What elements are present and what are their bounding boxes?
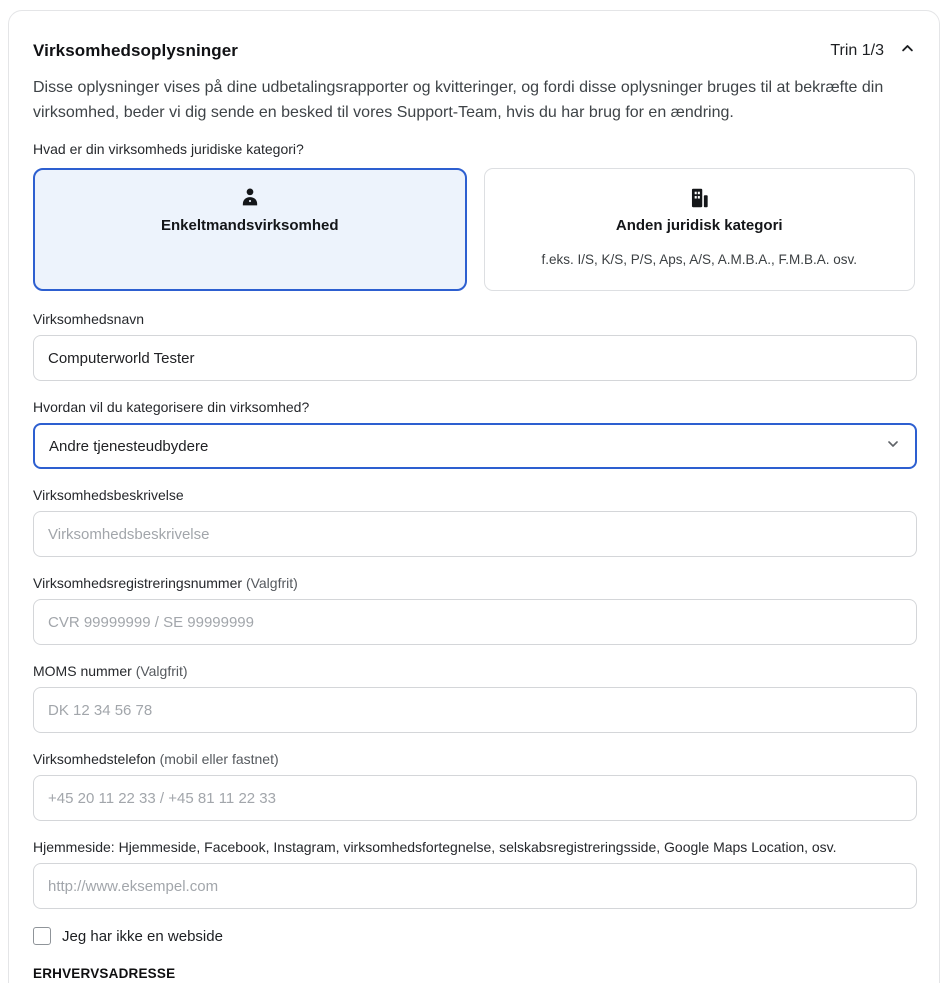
option-label: Anden juridisk kategori — [615, 217, 783, 234]
legal-category-options — [33, 168, 915, 291]
category-select[interactable] — [33, 423, 917, 469]
registration-number-label-text: Virksomhedsregistreringsnummer — [33, 575, 243, 591]
phone-input[interactable] — [33, 775, 917, 821]
step-area — [830, 41, 915, 61]
website-label: Hjemmeside: Hjemmeside, Facebook, Instagram, virksomhedsfortegnelse, selskabsregistreringsside, Google Maps Location, osv. — [33, 839, 837, 855]
category-group — [33, 399, 915, 469]
vat-number-label-text: MOMS nummer — [33, 663, 132, 679]
person-icon — [237, 184, 263, 212]
category-label: Hvordan vil du kategorisere din virksomhed? — [33, 399, 310, 415]
company-name-input[interactable] — [33, 335, 917, 381]
building-icon — [686, 184, 712, 212]
option-enkeltmandsvirksomhed[interactable] — [33, 168, 467, 291]
collapse-section-button[interactable] — [900, 41, 915, 61]
website-input[interactable] — [33, 863, 917, 909]
option-sublabel: f.eks. I/S, K/S, P/S, Aps, A/S, A.M.B.A., F.M.B.A. osv. — [541, 252, 858, 267]
option-label: Enkeltmandsvirksomhed — [160, 217, 339, 234]
chevron-down-icon — [885, 436, 901, 457]
registration-number-group — [33, 575, 915, 645]
business-description-label: Virksomhedsbeskrivelse — [33, 487, 184, 503]
option-anden-juridisk-kategori[interactable] — [484, 168, 916, 291]
chevron-up-icon — [900, 41, 915, 61]
no-website-row[interactable] — [33, 927, 915, 945]
page-title: Virksomhedsoplysninger — [33, 41, 239, 60]
phone-label-suffix: (mobil eller fastnet) — [159, 751, 279, 767]
vat-number-group — [33, 663, 915, 733]
phone-label-text: Virksomhedstelefon — [33, 751, 156, 767]
step-indicator: Trin 1/3 — [830, 42, 884, 59]
business-description-group — [33, 487, 915, 557]
legal-category-label: Hvad er din virksomheds juridiske kategori? — [33, 141, 304, 157]
registration-number-input[interactable] — [33, 599, 917, 645]
vat-number-input[interactable] — [33, 687, 917, 733]
no-website-checkbox[interactable] — [33, 927, 51, 945]
panel-header — [33, 41, 915, 61]
vat-number-label-suffix: (Valgfrit) — [135, 663, 188, 679]
website-group — [33, 839, 915, 909]
business-info-panel — [8, 10, 940, 983]
section-description: Disse oplysninger vises på dine udbetalingsrapporter og kvitteringer, og fordi disse oplysninger bruges til at bekræfte din virksomhed, beder vi dig sende en besked til vores Support-Team, hvis du har brug for en ændring. — [33, 79, 884, 121]
registration-number-label-suffix: (Valgfrit) — [245, 575, 298, 591]
business-address-heading: ERHVERVSADRESSE — [33, 966, 176, 981]
phone-label — [33, 751, 915, 768]
vat-number-label — [33, 663, 915, 680]
company-name-label: Virksomhedsnavn — [33, 311, 145, 327]
company-name-group — [33, 311, 915, 381]
business-description-input[interactable] — [33, 511, 917, 557]
category-select-value: Andre tjenesteudbydere — [49, 437, 209, 455]
no-website-checkbox-label: Jeg har ikke en webside — [62, 927, 223, 945]
registration-number-label — [33, 575, 915, 592]
phone-group — [33, 751, 915, 821]
